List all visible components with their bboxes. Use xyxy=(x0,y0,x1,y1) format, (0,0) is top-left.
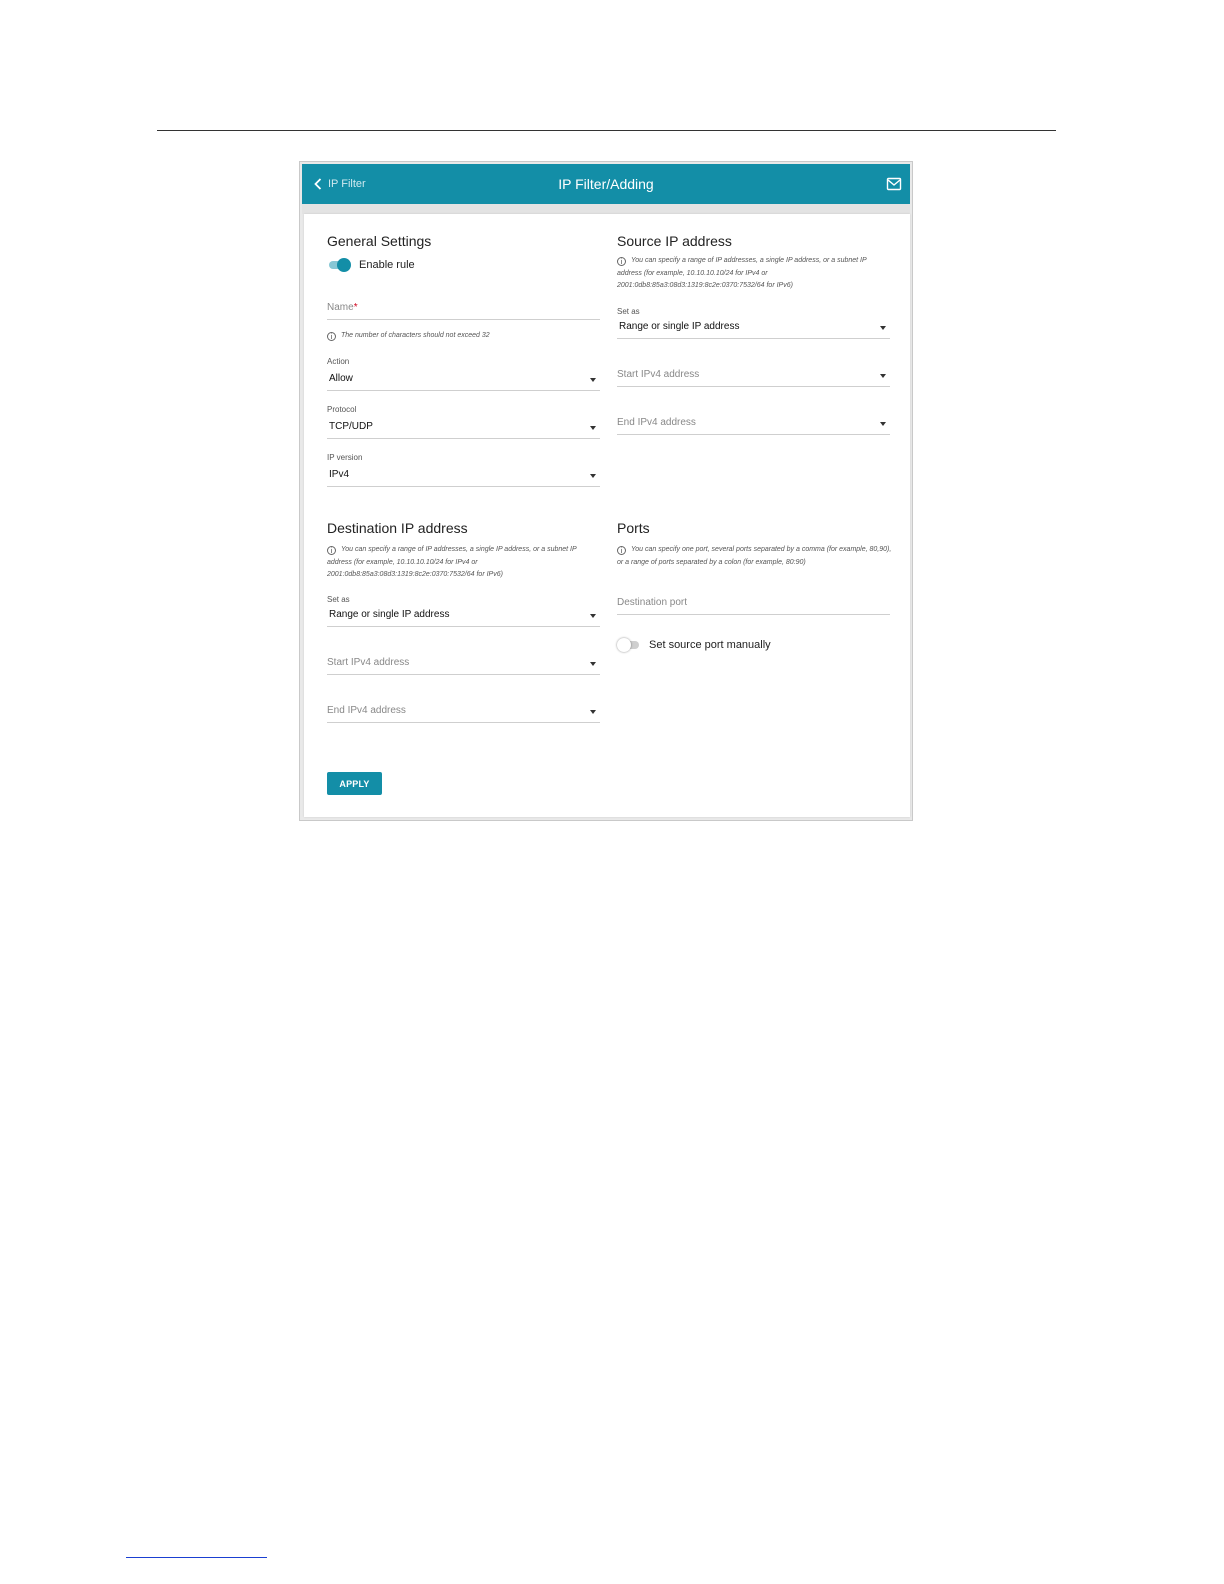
general-settings-heading: General Settings xyxy=(327,233,432,249)
toggle-knob xyxy=(337,258,351,272)
chevron-down-icon xyxy=(880,326,886,330)
source-set-as-value: Range or single IP address xyxy=(619,321,740,332)
ip-version-value: IPv4 xyxy=(329,469,350,480)
required-mark: * xyxy=(353,302,358,313)
chevron-down-icon xyxy=(590,614,596,618)
info-icon: i xyxy=(617,546,626,555)
chevron-down-icon xyxy=(880,422,886,426)
name-hint: i The number of characters should not exceed 32 xyxy=(327,330,602,343)
destination-end-ip-select[interactable] xyxy=(327,701,600,723)
source-set-as-label: Set as xyxy=(617,307,640,316)
source-port-toggle-label: Set source port manually xyxy=(649,639,771,651)
enable-rule-label: Enable rule xyxy=(359,259,415,271)
destination-start-ip-select[interactable] xyxy=(327,653,600,675)
destination-set-as-value: Range or single IP address xyxy=(329,609,450,620)
screenshot-frame xyxy=(299,161,913,821)
chevron-down-icon xyxy=(590,710,596,714)
destination-start-ip-placeholder: Start IPv4 address xyxy=(327,657,410,668)
chevron-down-icon xyxy=(590,474,596,478)
source-set-as-select[interactable] xyxy=(617,317,890,339)
footer-link-underline xyxy=(126,1557,267,1558)
chevron-down-icon xyxy=(590,378,596,382)
ports-heading: Ports xyxy=(617,520,650,536)
info-icon: i xyxy=(617,257,626,266)
form-card xyxy=(304,214,910,817)
source-ip-hint: i You can specify a range of IP addresses, a single IP address, or a subnet IP address (for example, 10.10.10.10/24 for IPv4 or 2001:0db8:85a3:08d3:1319:8c2e:0370:7532/64 for IPv6) xyxy=(617,257,867,289)
destination-end-ip-placeholder: End IPv4 address xyxy=(327,705,406,716)
enable-rule-toggle[interactable] xyxy=(327,258,351,272)
ip-version-label: IP version xyxy=(327,453,363,462)
back-label: IP Filter xyxy=(328,178,366,190)
protocol-value: TCP/UDP xyxy=(329,421,373,432)
ports-hint: i You can specify one port, several ports separated by a comma (for example, 80,90), or a range of ports separated by a colon (for example, 80:90) xyxy=(617,546,892,566)
info-icon: i xyxy=(327,332,336,341)
action-label: Action xyxy=(327,357,350,366)
destination-set-as-select[interactable] xyxy=(327,605,600,627)
destination-ip-heading: Destination IP address xyxy=(327,520,468,536)
info-icon: i xyxy=(327,546,336,555)
chevron-down-icon xyxy=(590,662,596,666)
chevron-down-icon xyxy=(880,374,886,378)
destination-ip-hint: i You can specify a range of IP addresses, a single IP address, or a subnet IP address (for example, 10.10.10.10/24 for IPv4 or 2001:0db8:85a3:08d3:1319:8c2e:0370:7532/64 for IPv6) xyxy=(327,546,577,578)
destination-set-as-label: Set as xyxy=(327,595,350,604)
name-placeholder: Name* xyxy=(327,302,358,313)
ip-version-select[interactable] xyxy=(327,465,600,487)
top-bar xyxy=(302,164,910,204)
source-start-ip-select[interactable] xyxy=(617,365,890,387)
chevron-down-icon xyxy=(590,426,596,430)
page-title: IP Filter/Adding xyxy=(558,176,654,192)
action-value: Allow xyxy=(329,373,353,384)
action-select[interactable] xyxy=(327,369,600,391)
apply-button[interactable]: APPLY xyxy=(327,772,382,795)
name-input[interactable] xyxy=(327,298,600,320)
header-divider xyxy=(302,204,910,214)
protocol-select[interactable] xyxy=(327,417,600,439)
protocol-label: Protocol xyxy=(327,405,357,414)
source-ip-heading: Source IP address xyxy=(617,233,732,249)
source-end-ip-select[interactable] xyxy=(617,413,890,435)
toggle-knob xyxy=(617,638,631,652)
source-end-ip-placeholder: End IPv4 address xyxy=(617,417,696,428)
page-top-rule xyxy=(157,130,1056,131)
destination-port-input[interactable] xyxy=(617,593,890,615)
source-start-ip-placeholder: Start IPv4 address xyxy=(617,369,700,380)
source-port-toggle[interactable] xyxy=(617,638,641,652)
mail-icon[interactable] xyxy=(886,176,902,192)
destination-port-placeholder: Destination port xyxy=(617,597,688,608)
